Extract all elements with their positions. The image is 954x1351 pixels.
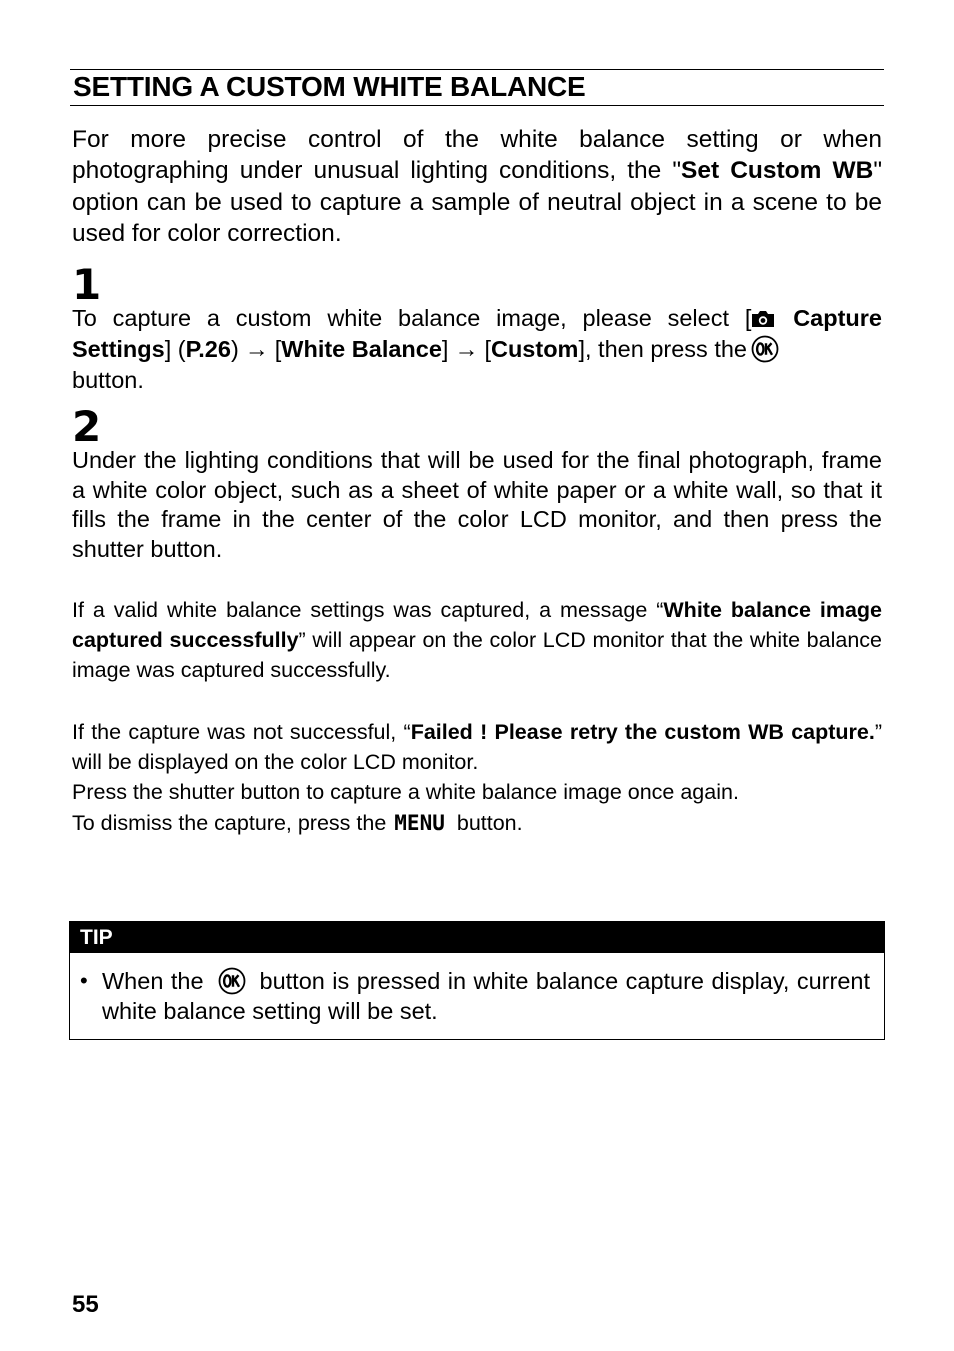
step-1-custom: Custom (490, 336, 579, 362)
success-message: White balance image captured successfully (72, 598, 883, 653)
step-1-text (72, 303, 882, 396)
section-heading: SETTING A CUSTOM WHITE BALANCE (73, 71, 586, 102)
fail-text-2: ” will be displayed on the color LCD monitor. (72, 720, 883, 775)
step-2-text: Under the lighting conditions that will be used for the final photograph, frame a white color object, such as a sheet of white paper or a white wall, so that it fills the frame in the center of the color LCD monitor, and then press the shutter button. (72, 447, 882, 562)
retry-instruction: Press the shutter button to capture a white balance image once again. (72, 780, 739, 805)
arrow-right-icon: → (454, 336, 479, 363)
success-text-1: If a valid white balance settings was captured, a message “ (72, 598, 664, 622)
step-1-number: 1 (72, 260, 100, 309)
failure-message: Failed ! Please retry the custom WB capture. (410, 720, 875, 744)
step-2-number: 2 (72, 402, 100, 451)
success-message-paragraph (72, 595, 882, 686)
intro-bold-option: Set Custom WB (681, 157, 874, 185)
failure-message-paragraph (72, 717, 882, 838)
intro-text-2: " option can be used to capture a sample of neutral object in a scene to be used for color correction. (72, 157, 883, 247)
step-1-text-g: ], then press the (578, 336, 747, 362)
step-1-text-d: [ (274, 336, 282, 362)
step-1-white-balance: White Balance (281, 336, 442, 362)
step-1-text-h: button. (72, 367, 144, 393)
step-1-text-f: [ (484, 336, 491, 362)
dismiss-instruction-end: button. (456, 810, 523, 835)
tip-box (69, 921, 885, 1040)
step-1-text-a: To capture a custom white balance image, please select [ (72, 305, 752, 331)
step-1-text-c: ) (230, 336, 239, 362)
camera-icon (751, 309, 775, 328)
fail-text-1: If the capture was not successful, “ (72, 720, 411, 744)
section-heading-bar (70, 69, 884, 106)
tip-text-2: button is pressed in white balance capture display, current white balance setting will be set. (102, 968, 870, 1024)
bullet: • (80, 968, 88, 993)
ok-button-icon (751, 335, 779, 363)
step-1-page-ref: P.26 (185, 336, 231, 362)
intro-paragraph (72, 124, 882, 249)
step-1-text-b: ] ( (164, 336, 186, 362)
ok-button-icon (218, 967, 246, 995)
tip-item (80, 966, 870, 1026)
dismiss-instruction: To dismiss the capture, press the (72, 810, 387, 835)
menu-button-icon: MENU (394, 810, 445, 835)
success-text-2: ” will appear on the color LCD monitor that the white balance image was captured successfully. (72, 628, 882, 683)
tip-text-1: When the (102, 968, 204, 994)
step-1-capture-settings: Capture Settings (72, 305, 882, 362)
page-number: 55 (72, 1291, 99, 1318)
tip-header: TIP (70, 922, 884, 953)
tip-text (102, 966, 870, 1026)
step-1-text-e: ] (441, 336, 449, 362)
arrow-right-icon: → (244, 336, 269, 363)
intro-text-1: For more precise control of the white balance setting or when photographing under unusual lighting conditions, the " (72, 126, 882, 185)
